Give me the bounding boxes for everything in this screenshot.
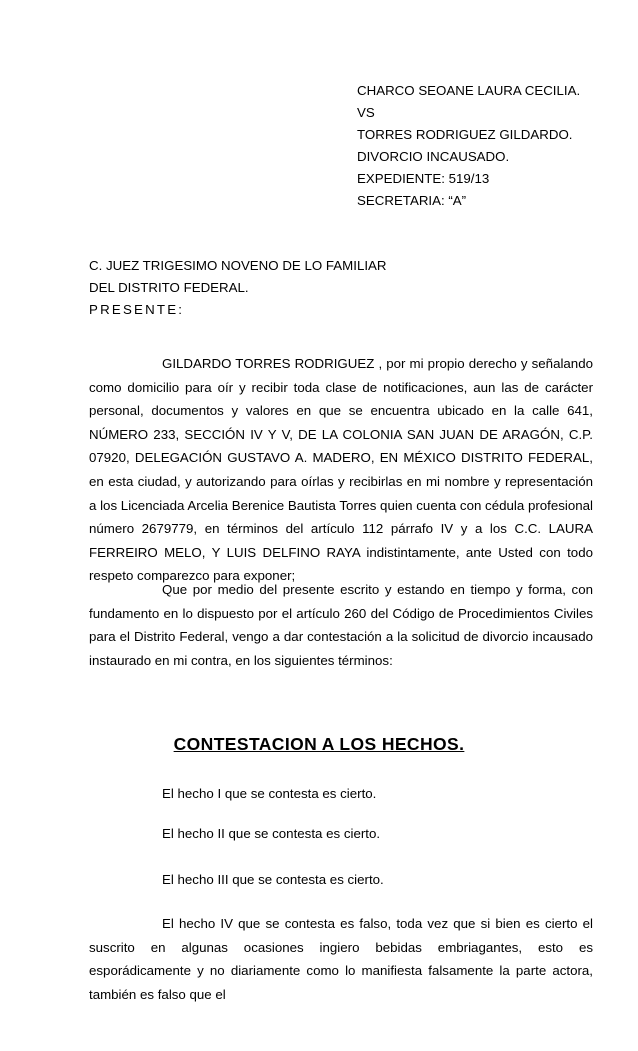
case-file-number: EXPEDIENTE: 519/13 (357, 171, 490, 186)
section-title: CONTESTACION A LOS HECHOS. (173, 734, 465, 754)
presente-line: PRESENTE: (89, 302, 185, 317)
fact-2-answer: El hecho II que se contesta es cierto. (162, 826, 381, 841)
plaintiff-name: CHARCO SEOANE LAURA CECILIA. (357, 83, 581, 98)
intro-paragraph: GILDARDO TORRES RODRIGUEZ , por mi propio derecho y señalando como domicilio para oír y recibir toda clase de notificaciones, aun las de carácter personal, documentos y valores en que se encuentra ubicado en la calle 641, NÚMERO 233, SECCIÓN IV Y V, DE LA COLONIA SAN JUAN DE ARAGÓN, C.P. 07920, DELEGACIÓN GUSTAVO A. MADERO, EN MÉXICO DISTRITO FEDERAL, en esta ciudad, y autorizando para oírlas y recibirlas en mi nombre y representación a los Licenciada Arcelia Berenice Bautista Torres quien cuenta con cédula profesional número 2679779, en términos del artículo 112 párrafo IV y a los C.C. LAURA FERREIRO MELO, Y LUIS DELFINO RAYA indistintamente, ante Usted con todo respeto comparezco para exponer; (89, 356, 593, 584)
fact-4-answer: El hecho IV que se contesta es falso, toda vez que si bien es cierto el suscrito en algunas ocasiones ingiero bebidas embriagantes, esto es esporádicamente y no diariamente como lo manifiesta falsamente la parte actora, también es falso que el (89, 916, 593, 1002)
district-line: DEL DISTRITO FEDERAL. (89, 280, 249, 295)
purpose-paragraph: Que por medio del presente escrito y estando en tiempo y forma, con fundamento en lo dispuesto por el artículo 260 del Código de Procedimientos Civiles para el Distrito Federal, vengo a dar contestación a la solicitud de divorcio incausado instaurado en mi contra, en los siguientes términos: (89, 582, 593, 668)
judge-title: C. JUEZ TRIGESIMO NOVENO DE LO FAMILIAR (89, 258, 387, 273)
versus-label: VS (357, 105, 375, 120)
addressee-block (89, 255, 387, 321)
case-header (357, 80, 580, 212)
case-type: DIVORCIO INCAUSADO. (357, 149, 510, 164)
fact-1-answer: El hecho I que se contesta es cierto. (162, 786, 377, 801)
fact-3-answer: El hecho III que se contesta es cierto. (162, 872, 384, 887)
secretariat: SECRETARIA: “A” (357, 193, 467, 208)
defendant-name: TORRES RODRIGUEZ GILDARDO. (357, 127, 573, 142)
